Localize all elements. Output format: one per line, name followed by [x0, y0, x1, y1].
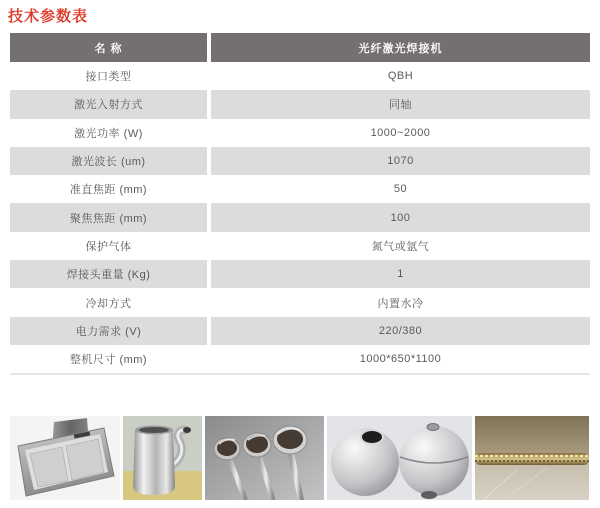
spec-value-cell: 同轴: [211, 90, 590, 118]
table-row: [10, 317, 590, 345]
header-name-cell: 名 称: [10, 33, 207, 62]
table-row: [10, 119, 590, 147]
weld-seam-illustration: [475, 416, 589, 500]
table-body: [10, 62, 590, 373]
spec-name-cell: 激光波长 (um): [10, 147, 207, 175]
spec-name-cell: 激光功率 (W): [10, 119, 207, 147]
spec-value-cell: 1070: [211, 147, 590, 175]
spec-name-cell: 冷却方式: [10, 288, 207, 316]
spec-value-cell: QBH: [211, 62, 590, 90]
weld-seam-photo: [475, 416, 589, 500]
spec-name-cell: 电力需求 (V): [10, 317, 207, 345]
spec-value-cell: 氮气或氩气: [211, 232, 590, 260]
kettle-illustration: [123, 416, 202, 500]
spec-value-cell: 1000*650*1100: [211, 345, 590, 373]
table-row: [10, 345, 590, 373]
spheres-illustration: [327, 416, 472, 500]
stainless-kettle-photo: [123, 416, 202, 500]
spec-name-cell: 焊接头重量 (Kg): [10, 260, 207, 288]
stainless-spheres-photo: [327, 416, 472, 500]
page-title: 技术参数表: [8, 8, 89, 25]
spec-value-cell: 220/380: [211, 317, 590, 345]
table-row: [10, 260, 590, 288]
table-row: [10, 203, 590, 231]
table-row: [10, 175, 590, 203]
table-header-row: [10, 33, 590, 62]
spec-name-cell: 接口类型: [10, 62, 207, 90]
spec-name-cell: 保护气体: [10, 232, 207, 260]
ladles-illustration: [205, 416, 324, 500]
spec-name-cell: 准直焦距 (mm): [10, 175, 207, 203]
product-gallery: [10, 416, 590, 500]
range-hood-illustration: [10, 416, 120, 500]
table-row: [10, 232, 590, 260]
spec-name-cell: 激光入射方式: [10, 90, 207, 118]
spec-value-cell: 1: [211, 260, 590, 288]
table-row: [10, 62, 590, 90]
spec-value-cell: 50: [211, 175, 590, 203]
spec-name-cell: 整机尺寸 (mm): [10, 345, 207, 373]
spec-table: [10, 33, 590, 375]
spec-value-cell: 100: [211, 203, 590, 231]
table-row: [10, 147, 590, 175]
spec-value-cell: 内置水冷: [211, 288, 590, 316]
stainless-ladles-photo: [205, 416, 324, 500]
spec-value-cell: 1000~2000: [211, 119, 590, 147]
stainless-range-hood-photo: [10, 416, 120, 500]
header-value-cell: 光纤激光焊接机: [211, 33, 590, 62]
spec-name-cell: 聚焦焦距 (mm): [10, 203, 207, 231]
table-row: [10, 288, 590, 316]
table-row: [10, 90, 590, 118]
